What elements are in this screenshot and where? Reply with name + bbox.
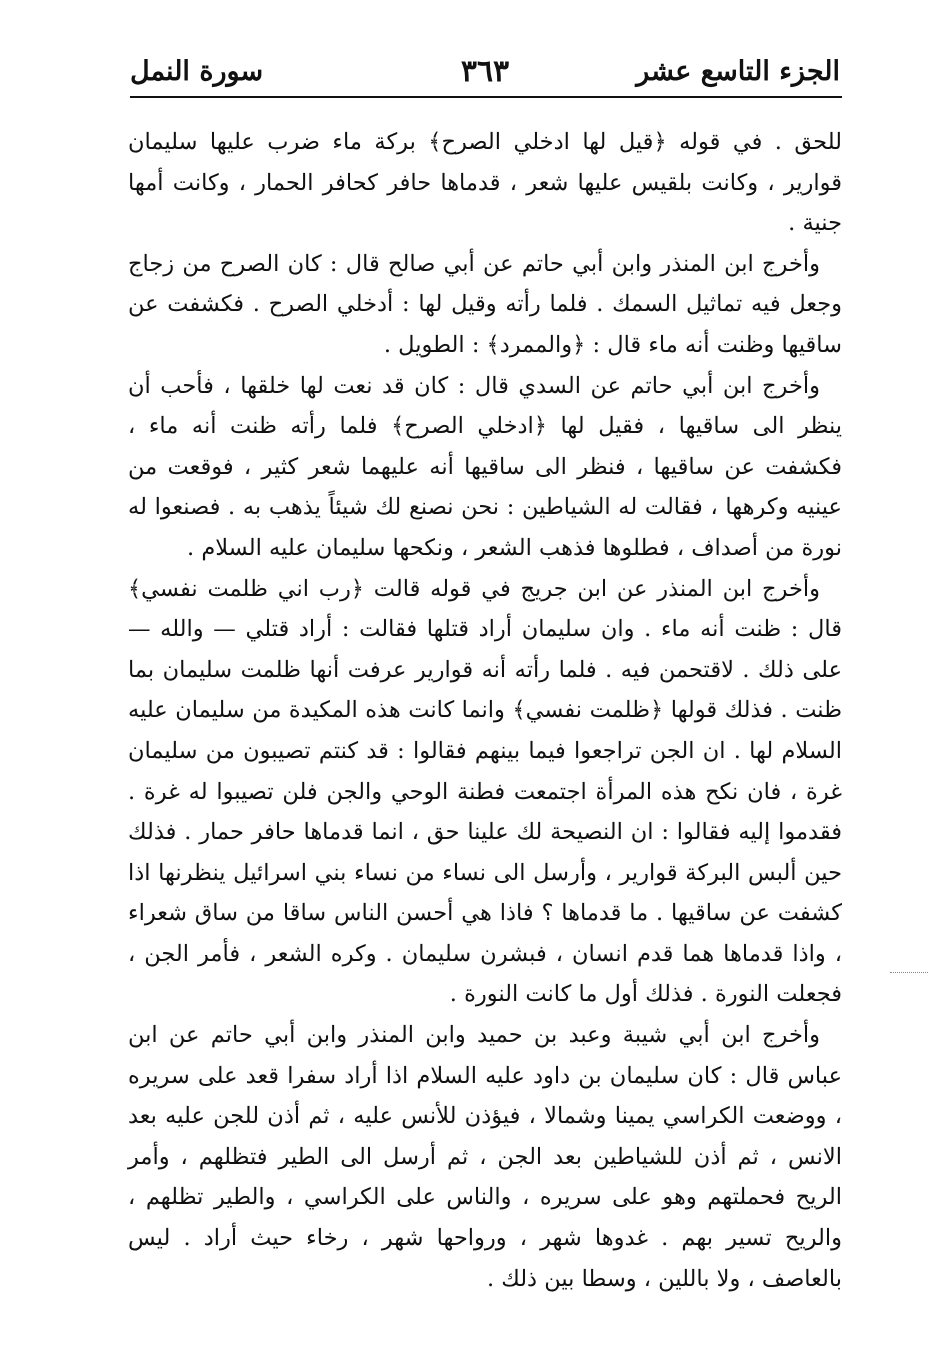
page-number: ٣٦٣ xyxy=(460,54,510,89)
paragraph-3: وأخرج ابن أبي حاتم عن السدي قال : كان قد نعت لها خلقها ، فأحب أن ينظر الى ساقيها ، فقيل لها ﴿ادخلي الصرح﴾ فلما رأته ظنت أنه ماء ، فكشفت عن ساقيها ، فنظر الى ساقيها أنه عليهما شعر كثير ، فوقعت من عينيه وكرهها ، فقالت له الشياطين : نحن نصنع لك شيئاً يذهب به . فصنعوا له نورة من أصداف ، فطلوها فذهب الشعر ، ونكحها سليمان عليه السلام . xyxy=(128,372,842,561)
paragraph-2: وأخرج ابن المنذر وابن أبي حاتم عن أبي صالح قال : كان الصرح من زجاج وجعل فيه تماثيل السمك . فلما رأته وقيل لها : أدخلي الصرح . فكشفت عن ساقيها وظنت أنه ماء قال : ﴿والممرد﴾ : الطويل . xyxy=(128,250,842,358)
paragraph-4: وأخرج ابن المنذر عن ابن جريج في قوله قالت ﴿رب اني ظلمت نفسي﴾ قال : ظنت أنه ماء . وان سليمان أراد قتلها فقالت : أراد قتلي — والله — على ذلك . لاقتحمن فيه . فلما رأته أنه قوارير عرفت أنها ظلمت سليمان بما ظنت . فذلك قولها ﴿ظلمت نفسي﴾ وانما كانت هذه المكيدة من سليمان عليه السلام لها . ان الجن تراجعوا فيما بينهم فقالوا : قد كنتم تصيبون من سليمان غرة ، فان نكح هذه المرأة اجتمعت فطنة الوحي والجن فلن تصيبوا له غرة . فقدموا إليه فقالوا : ان النصيحة لك علينا حق ، انما قدماها حافر حمار . فذلك حين ألبس البركة قوارير ، وأرسل الى نساء من نساء بني اسرائيل ينظرنها اذا كشفت عن ساقيها . ما قدماها ؟ فاذا هي أحسن الناس ساقا من ساق شعراء ، واذا قدماها هما قدم انسان ، فبشرن سليمان . وكره الشعر ، فأمر الجن ، فجعلت النورة . فذلك أول ما كانت النورة . xyxy=(128,575,842,1008)
part-title: الجزء التاسع عشر xyxy=(636,56,840,87)
page-body xyxy=(128,122,842,1299)
header-divider xyxy=(130,96,842,98)
page-header xyxy=(130,46,840,98)
surah-title: سورة النمل xyxy=(130,56,264,87)
paragraph-1: للحق . في قوله ﴿قيل لها ادخلي الصرح﴾ بركة ماء ضرب عليها سليمان قوارير ، وكانت بلقيس عليها شعر ، قدماها حافر كحافر الحمار ، وكانت أمها جنية . xyxy=(128,129,842,237)
margin-dotted-mark xyxy=(890,972,928,973)
paragraph-5: وأخرج ابن أبي شيبة وعبد بن حميد وابن المنذر وابن أبي حاتم عن ابن عباس قال : كان سليمان بن داود عليه السلام اذا أراد سفرا قعد على سريره ، ووضعت الكراسي يمينا وشمالا ، فيؤذن للأنس عليه ، ثم أذن للجن عليه بعد الانس ، ثم أذن للشياطين بعد الجن ، ثم أرسل الى الطير فتظلهم ، وأمر الريح فحملتهم وهو على سريره ، والناس على الكراسي ، والطير تظلهم ، والريح تسير بهم . غدوها شهر ، ورواحها شهر ، رخاء حيث أراد . ليس بالعاصف ، ولا باللين ، وسطا بين ذلك . xyxy=(128,1022,842,1292)
